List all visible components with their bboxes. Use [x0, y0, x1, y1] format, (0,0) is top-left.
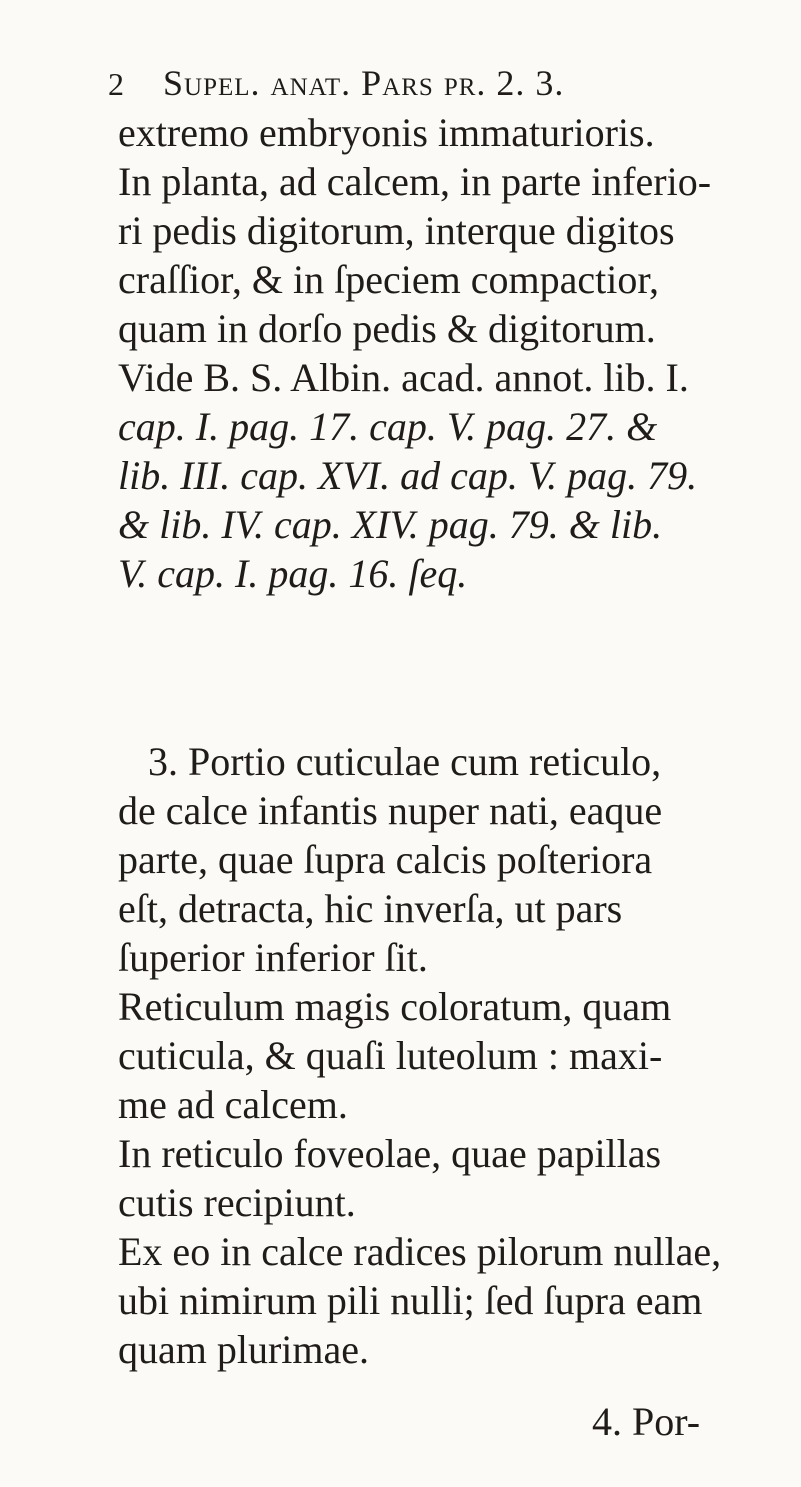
text-line: ri pedis digitorum, interque digitos [118, 208, 675, 253]
page-number: 2 [108, 66, 125, 102]
text-line: Reticulum magis coloratum, quam [118, 984, 672, 1029]
text-line: eſt, detracta, hic inverſa, ut pars [118, 886, 623, 931]
text-line: ſuperior inferior ſit. [118, 935, 428, 980]
text-line: In reticulo foveolae, quae papillas [118, 1131, 662, 1176]
text-line: & lib. IV. cap. XIV. pag. 79. & lib. [118, 502, 663, 547]
paragraph-1 [118, 108, 798, 598]
text-line: cap. I. pag. 17. cap. V. pag. 27. & [118, 404, 658, 449]
text-line: In planta, ad calcem, in parte inferio- [118, 159, 712, 204]
text-line: cutis recipiunt. [118, 1180, 356, 1225]
text-line: craſſior, & in ſpeciem compactior, [118, 257, 660, 302]
text-line: me ad calcem. [118, 1082, 348, 1127]
text-line: quam plurimae. [118, 1327, 370, 1372]
catchword: 4. Por- [592, 1399, 701, 1444]
text-line: V. cap. I. pag. 16. ſeq. [118, 551, 468, 596]
running-title: Supel. anat. Pars pr. 2. 3. [163, 63, 565, 103]
text-line: Ex eo in calce radices pilorum nullae, [118, 1229, 722, 1274]
text-line: extremo embryonis immaturioris. [118, 110, 655, 155]
text-line: lib. III. cap. XVI. ad cap. V. pag. 79. [118, 453, 698, 498]
text-line: 3. Portio cuticulae cum reticulo, [148, 739, 662, 784]
text-line: parte, quae ſupra calcis poſteriora [118, 837, 653, 882]
text-line: quam in dorſo pedis & digitorum. [118, 306, 656, 351]
text-line: ubi nimirum pili nulli; ſed ſupra eam [118, 1278, 703, 1323]
text-line: de calce infantis nuper nati, eaque [118, 788, 663, 833]
text-line: cuticula, & quaſi luteolum : maxi- [118, 1033, 663, 1078]
paragraph-2 [118, 737, 798, 1374]
text-line: Vide B. S. Albin. acad. annot. lib. I. [118, 355, 689, 400]
running-header [108, 62, 564, 104]
